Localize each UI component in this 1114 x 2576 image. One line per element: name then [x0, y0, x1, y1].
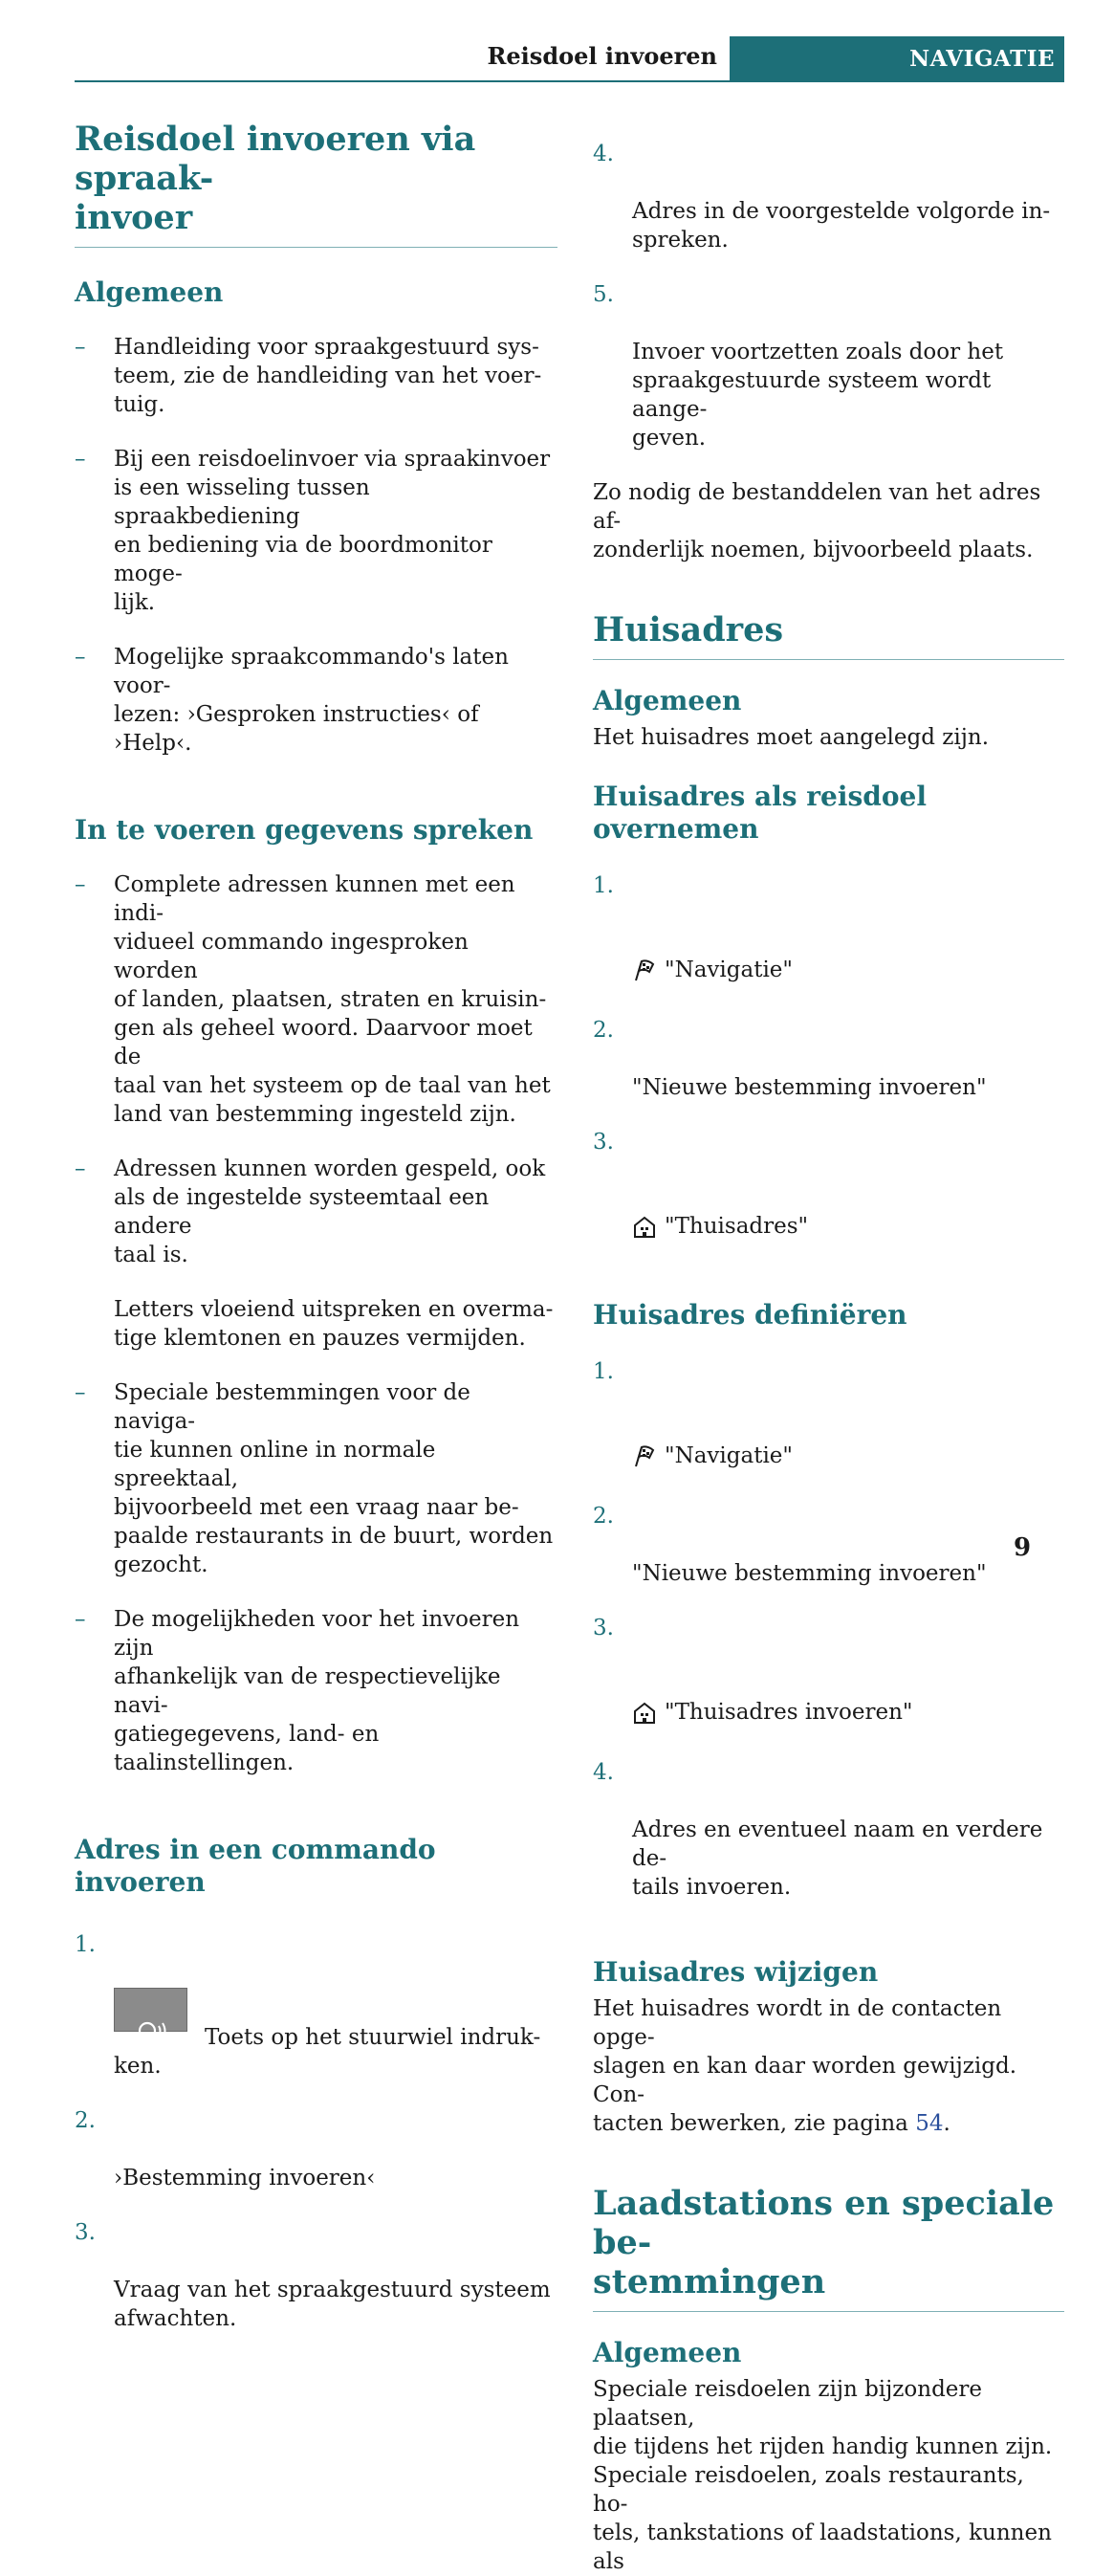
section-heading-take-home: Huisadres als reisdoel overnemen — [593, 781, 927, 845]
page-number: 9 — [1014, 1533, 1032, 1562]
step-text: "Nieuwe bestemming invoeren" — [632, 1561, 987, 1586]
change-text: Het huisadres wordt in de contacten opge- slagen en kan daar worden gewijzigd. Con- tacten bewerken, zie pagina — [593, 1996, 1017, 2136]
indented-note: Letters vloeiend uitspreken en overma- tige klemtonen en pauzes vermijden. — [114, 1297, 554, 1351]
header-divider — [75, 80, 1064, 82]
step-item — [75, 1930, 557, 2081]
home-icon — [632, 1671, 657, 1732]
main-heading: Reisdoel invoeren via spraak- invoer — [75, 120, 557, 248]
step-item — [593, 1502, 1064, 1588]
page-link[interactable]: 54 — [915, 2111, 944, 2136]
voice-command-button-icon — [114, 1988, 187, 2032]
step-item — [75, 2218, 557, 2333]
step-text: Toets op het stuurwiel indruk- ken. — [114, 2025, 541, 2079]
change-text-end: . — [943, 2111, 950, 2136]
continued-steps — [593, 121, 1064, 478]
right-column — [593, 121, 1064, 2576]
section-tab-label: NAVIGATIE — [909, 45, 1055, 72]
list-item: – De mogelijkheden voor het invoeren zijn afhankelijk van de respectievelijke navi- gatiegegevens, land- en taalinstellingen. — [75, 1605, 557, 1777]
step-item — [75, 2106, 557, 2192]
define-home-steps — [593, 1339, 1064, 1927]
step-text: "Navigatie" — [665, 958, 793, 982]
address-steps — [75, 1912, 557, 2359]
general-list — [75, 315, 557, 783]
step-number: 4. — [593, 142, 614, 166]
step-text: Adres in de voorgestelde volgorde in- spreken. — [632, 199, 1051, 253]
list-item: – Speciale bestemmingen voor de naviga- tie kunnen online in normale spreektaal, bijvoorbeeld met een vraag naar be- paalde restaurants in de buurt, worden gezocht. — [75, 1378, 557, 1579]
list-item: – Handleiding voor spraakgestuurd sys- teem, zie de handleiding van het voer- tuig. — [75, 333, 557, 419]
home-icon — [632, 1185, 657, 1246]
paragraph: Zo nodig de bestanddelen van het adres af- zonderlijk noemen, bijvoorbeeld plaats. — [593, 480, 1041, 562]
step-number: 3. — [593, 1130, 614, 1155]
running-header-title: Reisdoel invoeren — [487, 42, 717, 70]
speak-list-cont — [75, 1360, 557, 1803]
step-item — [593, 1614, 1064, 1732]
step-number: 3. — [75, 2220, 96, 2245]
step-item — [593, 1128, 1064, 1246]
list-item-text: Adressen kunnen worden gespeld, ook als de ingestelde systeemtaal een andere taal is. — [114, 1156, 546, 1267]
huisadres-heading: Huisadres — [593, 610, 1064, 660]
section-heading-general: Algemeen — [593, 685, 742, 716]
flag-icon — [632, 1415, 657, 1476]
section-heading-general: Algemeen — [75, 276, 224, 308]
step-item — [593, 871, 1064, 990]
step-item — [593, 140, 1064, 254]
paragraph: Het huisadres moet aangelegd zijn. — [593, 725, 990, 750]
step-number: 4. — [593, 1760, 614, 1785]
step-text: "Thuisadres invoeren" — [665, 1700, 913, 1725]
step-text: Adres en eventueel naam en verdere de- tails invoeren. — [632, 1817, 1043, 1900]
list-item: – Bij een reisdoelinvoer via spraakinvoer is een wisseling tussen spraakbediening en bediening via de boordmonitor moge- lijk. — [75, 445, 557, 617]
step-item — [593, 1758, 1064, 1902]
step-number: 1. — [75, 1932, 96, 1957]
step-text: "Nieuwe bestemming invoeren" — [632, 1075, 987, 1100]
take-home-steps — [593, 853, 1064, 1272]
step-item — [593, 1016, 1064, 1102]
step-item — [593, 1357, 1064, 1476]
left-column — [75, 120, 557, 2359]
list-item: – Complete adressen kunnen met een indi- vidueel commando ingesproken worden of landen, plaatsen, straten en kruisin- gen als geheel woord. Daarvoor moet de taal van het systeem op de taal van het land van bestemming ingesteld zijn. — [75, 870, 557, 1129]
step-text: ›Bestemming invoeren‹ — [114, 2166, 376, 2191]
section-heading-general: Algemeen — [593, 2337, 742, 2368]
list-item: – Mogelijke spraakcommando's laten voor- lezen: ›Gesproken instructies‹ of ›Help‹. — [75, 643, 557, 758]
charging-heading: Laadstations en speciale be- stemmingen — [593, 2184, 1064, 2312]
section-tab — [730, 36, 1064, 80]
step-number: 3. — [593, 1616, 614, 1640]
step-number: 2. — [593, 1504, 614, 1529]
paragraph: Speciale reisdoelen zijn bijzondere plaatsen, die tijdens het rijden handig kunnen zijn. Speciale reisdoelen, zoals restaurants, ho- tels, tankstations of laadstations, kunnen als — [593, 2377, 1053, 2574]
step-text: "Navigatie" — [665, 1443, 793, 1468]
paragraph — [593, 1994, 1064, 2138]
section-heading-speak: In te voeren gegevens spreken — [75, 814, 534, 846]
step-text: "Thuisadres" — [665, 1214, 809, 1239]
step-number: 1. — [593, 873, 614, 898]
list-item — [75, 1155, 557, 1269]
section-heading-define-home: Huisadres definiëren — [593, 1299, 907, 1331]
step-number: 2. — [593, 1018, 614, 1043]
step-text: Invoer voortzetten zoals door het spraakgestuurde systeem wordt aange- geven. — [632, 340, 1004, 451]
step-number: 5. — [593, 282, 614, 307]
step-text: Vraag van het spraakgestuurd systeem afwachten. — [114, 2278, 551, 2331]
flag-icon — [632, 929, 657, 990]
section-heading-change-home: Huisadres wijzigen — [593, 1956, 879, 1988]
speak-list — [75, 852, 557, 1288]
step-number: 2. — [75, 2108, 96, 2133]
step-number: 1. — [593, 1359, 614, 1384]
step-item — [593, 280, 1064, 452]
section-heading-address: Adres in een commando invoeren — [75, 1834, 436, 1898]
